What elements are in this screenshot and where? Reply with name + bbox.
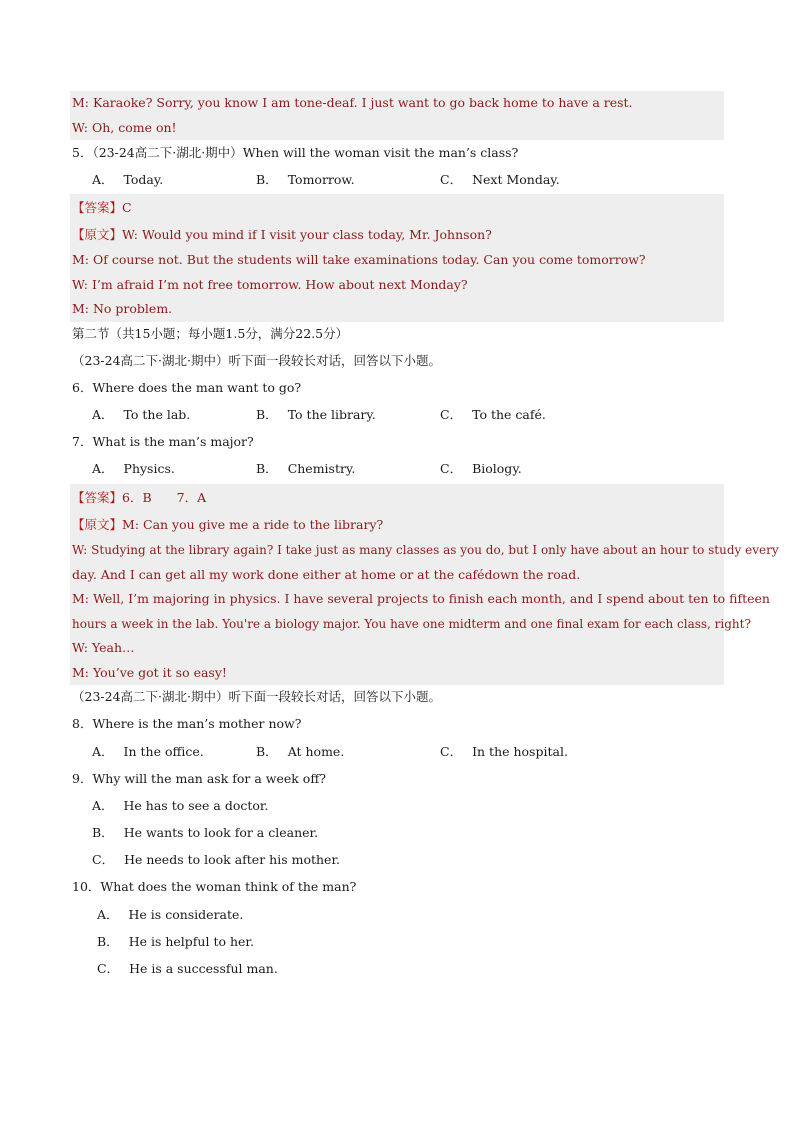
q9-option-c: [92, 846, 340, 873]
q7-option-c: [440, 455, 522, 482]
answer-tag: 【答案】: [72, 200, 123, 215]
question-number: 7．: [72, 434, 93, 449]
q5-option-c: [440, 166, 560, 193]
q8-option-c: [440, 738, 568, 765]
option-label: A．: [97, 907, 119, 922]
option-label: A．: [92, 798, 114, 813]
option-text: He wants to look for a cleaner.: [123, 825, 319, 840]
option-label: B．: [256, 407, 278, 422]
transcript-line: hours a week in the lab. You're a biology major. You have one midterm and one final exam for each class, right?: [72, 616, 751, 631]
question-text: When will the woman visit the man’s class?: [242, 145, 519, 160]
q6-option-a: [92, 401, 190, 428]
q6-option-b: [256, 401, 376, 428]
question-text: Where does the man want to go?: [92, 380, 302, 395]
option-label: C．: [440, 407, 463, 422]
q8-option-b: [256, 738, 344, 765]
q7-option-a: [92, 455, 175, 482]
original-line: [70, 221, 724, 248]
transcript-line: M: Karaoke? Sorry, you know I am tone-deaf. I just want to go back home to have a rest.: [72, 95, 633, 110]
section-heading: 第二节（共15小题；每小题1.5分，满分22.5分）: [72, 326, 349, 341]
transcript-line: W: I’m afraid I’m not free tomorrow. How about next Monday?: [72, 276, 468, 292]
question-source: （23-24高二下·湖北·期中）: [92, 145, 243, 160]
transcript-line: W: Oh, come on!: [72, 119, 177, 135]
question-5: [72, 139, 518, 166]
option-label: C．: [97, 961, 120, 976]
transcript-line: M: Of course not. But the students will take examinations today. Can you come tomorrow?: [72, 252, 646, 267]
option-label: C．: [440, 744, 463, 759]
option-label: A．: [92, 744, 114, 759]
option-text: To the café.: [472, 407, 546, 422]
option-text: To the library.: [287, 407, 376, 422]
section-intro: （23-24高二下·湖北·期中）听下面一段较长对话，回答以下小题。: [72, 353, 441, 368]
option-text: He is helpful to her.: [128, 934, 254, 949]
answer-line: [70, 194, 724, 221]
transcript-line: M: Can you give me a ride to the library?: [122, 517, 384, 532]
question-number: 9．: [72, 771, 93, 786]
option-text: In the office.: [123, 744, 204, 759]
q5-option-b: [256, 166, 355, 193]
option-label: C．: [440, 172, 463, 187]
question-text: Where is the man’s mother now?: [92, 716, 302, 731]
q8-option-a: [92, 738, 204, 765]
question-text: What is the man’s major?: [92, 434, 254, 449]
q5-option-a: [92, 166, 163, 193]
question-number: 10．: [72, 879, 101, 894]
original-tag: 【原文】: [72, 517, 123, 532]
transcript-line: W: Studying at the library again? I take just as many classes as you do, but I only have about an hour to study every: [72, 543, 779, 557]
option-label: B．: [92, 825, 114, 840]
option-label: B．: [256, 172, 278, 187]
option-text: Next Monday.: [472, 172, 560, 187]
original-tag: 【原文】: [72, 227, 123, 242]
question-number: 6．: [72, 380, 93, 395]
question-8: [72, 710, 301, 737]
question-6: [72, 374, 301, 401]
q9-option-a: [92, 792, 268, 819]
q9-option-b: [92, 819, 318, 846]
answer-line: [70, 484, 724, 511]
option-text: To the lab.: [123, 407, 191, 422]
transcript-line: W: Would you mind if I visit your class today, Mr. Johnson?: [122, 227, 492, 242]
transcript-line: M: No problem.: [72, 301, 173, 316]
q7-option-b: [256, 455, 355, 482]
q10-option-c: [97, 955, 278, 982]
answer-block-6-7: [70, 484, 779, 685]
answer-value: C: [122, 200, 132, 215]
transcript-line: day. And I can get all my work done either at home or at the cafédown the road.: [72, 566, 581, 582]
option-text: He has to see a doctor.: [123, 798, 269, 813]
option-label: B．: [256, 744, 278, 759]
transcript-line: W: Yeah…: [72, 640, 135, 655]
transcript-line: M: You’ve got it so easy!: [72, 664, 227, 680]
option-label: C．: [440, 461, 463, 476]
option-text: He is a successful man.: [129, 961, 278, 976]
option-label: A．: [92, 461, 114, 476]
question-number: 8．: [72, 716, 93, 731]
option-label: B．: [97, 934, 119, 949]
option-text: Physics.: [123, 461, 175, 476]
original-line: [70, 511, 724, 538]
option-text: At home.: [287, 744, 345, 759]
option-text: Tomorrow.: [287, 172, 355, 187]
option-text: Biology.: [472, 461, 522, 476]
option-label: A．: [92, 172, 114, 187]
answer-tag: 【答案】: [72, 490, 123, 505]
question-9: [72, 765, 326, 792]
option-label: A．: [92, 407, 114, 422]
answer-block-5: [70, 194, 724, 322]
question-text: What does the woman think of the man?: [100, 879, 357, 894]
option-text: He needs to look after his mother.: [124, 852, 341, 867]
option-text: Chemistry.: [287, 461, 356, 476]
option-label: B．: [256, 461, 278, 476]
transcript-block-top: [70, 91, 724, 140]
q10-option-b: [97, 928, 254, 955]
q6-option-c: [440, 401, 546, 428]
q10-option-a: [97, 901, 243, 928]
transcript-line: M: Well, I’m majoring in physics. I have several projects to finish each month, and I spend about ten to fifteen: [72, 591, 770, 606]
question-10: [72, 873, 356, 900]
option-text: He is considerate.: [128, 907, 244, 922]
question-number: 5．: [72, 145, 93, 160]
option-label: C．: [92, 852, 115, 867]
question-7: [72, 428, 254, 455]
option-text: Today.: [123, 172, 164, 187]
option-text: In the hospital.: [472, 744, 568, 759]
answer-value: 6．B 7．A: [122, 490, 207, 505]
section-intro: （23-24高二下·湖北·期中）听下面一段较长对话，回答以下小题。: [72, 689, 441, 704]
question-text: Why will the man ask for a week off?: [92, 771, 326, 786]
